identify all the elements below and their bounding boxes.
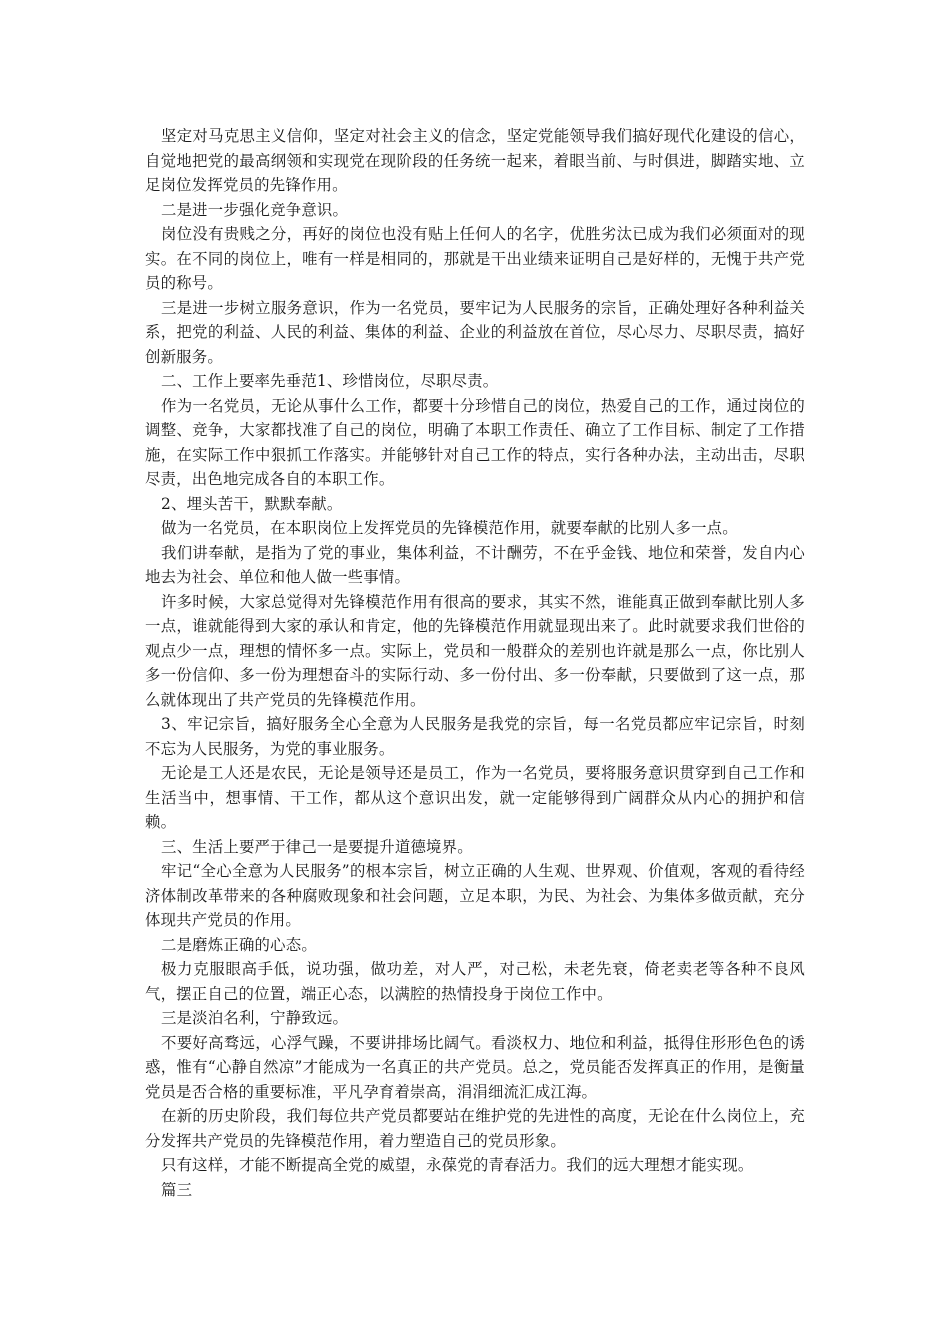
paragraph: 二是磨炼正确的心态。 xyxy=(161,935,317,954)
paragraph: 岗位没有贵贱之分，再好的岗位也没有贴上任何人的名字，优胜劣汰已成为我们必须面对的现实。在不同的岗位上，唯有一样是相同的，那就是干出业绩来证明自己是好样的，无愧于共产党员的称号。 xyxy=(145,225,805,292)
paragraph: 作为一名党员，无论从事什么工作，都要十分珍惜自己的岗位，热爱自己的工作，通过岗位的调整、竞争，大家都找准了自己的岗位，明确了本职工作责任、确立了工作目标、制定了工作措施，在实际工作中狠抓工作落实。并能够针对自己工作的特点，实行各种办法，主动出击，尽职尽责，出色地完成各自的本职工作。 xyxy=(145,396,805,488)
section-heading: 篇三 xyxy=(161,1180,193,1199)
paragraph: 三是进一步树立服务意识，作为一名党员，要牢记为人民服务的宗旨，正确处理好各种利益关系，把党的利益、人民的利益、集体的利益、企业的利益放在首位，尽心尽力、尽职尽责，搞好创新服务。 xyxy=(145,298,805,366)
paragraph: 牢记“全心全意为人民服务”的根本宗旨，树立正确的人生观、世界观、价值观，客观的看待经济体制改革带来的各种腐败现象和社会问题，立足本职，为民、为社会、为集体多做贡献，充分体现共产党员的作用。 xyxy=(145,862,805,929)
paragraph: 二是进一步强化竞争意识。 xyxy=(161,200,349,219)
paragraph: 在新的历史阶段，我们每位共产党员都要站在维护党的先进性的高度，无论在什么岗位上，充分发挥共产党员的先锋模范作用，着力塑造自己的党员形象。 xyxy=(145,1107,805,1150)
paragraph: 2、埋头苦干，默默奉献。 xyxy=(161,494,343,513)
paragraph: 三是淡泊名利，宁静致远。 xyxy=(161,1009,349,1027)
paragraph: 二、工作上要率先垂范1、珍惜岗位，尽职尽责。 xyxy=(161,372,499,390)
paragraph: 坚定对马克思主义信仰，坚定对社会主义的信念，坚定党能领导我们搞好现代化建设的信心，自觉地把党的最高纲领和实现党在现阶段的任务统一起来，着眼当前、与时俱进，脚踏实地、立足岗位发挥党员的先锋作用。 xyxy=(145,127,805,194)
paragraph: 不要好高骛远，心浮气躁，不要讲排场比阔气。看淡权力、地位和利益，抵得住形形色色的诱惑，惟有“心静自然凉”才能成为一名真正的共产党员。总之，党员能否发挥真正的作用，是衡量党员是否合格的重要标准，平凡孕育着崇高，涓涓细流汇成江海。 xyxy=(145,1033,805,1101)
paragraph: 无论是工人还是农民，无论是领导还是员工，作为一名党员，要将服务意识贯穿到自己工作和生活当中，想事情、干工作，都从这个意识出发，就一定能够得到广阔群众从内心的拥护和信赖。 xyxy=(145,764,805,831)
paragraph: 3、牢记宗旨，搞好服务全心全意为人民服务是我党的宗旨，每一名党员都应牢记宗旨，时刻不忘为人民服务，为党的事业服务。 xyxy=(145,715,805,758)
paragraph: 做为一名党员，在本职岗位上发挥党员的先锋模范作用，就要奉献的比别人多一点。 xyxy=(161,519,738,537)
document-body xyxy=(145,124,805,1202)
paragraph: 极力克服眼高手低，说功强，做功差，对人严，对己松，未老先衰，倚老卖老等各种不良风气，摆正自己的位置，端正心态，以满腔的热情投身于岗位工作中。 xyxy=(145,960,805,1003)
paragraph: 许多时候，大家总觉得对先锋模范作用有很高的要求，其实不然，谁能真正做到奉献比别人多一点，谁就能得到大家的承认和肯定，他的先锋模范作用就显现出来了。此时就要求我们世俗的观点少一点，理想的情怀多一点。实际上，党员和一般群众的差别也许就是那么一点，你比别人多一份信仰、多一份为理想奋斗的实际行动、多一份付出、多一份奉献，只要做到了这一点，那么就体现出了共产党员的先锋模范作用。 xyxy=(145,592,805,709)
paragraph: 三、生活上要严于律己一是要提升道德境界。 xyxy=(161,837,473,856)
paragraph: 只有这样，才能不断提高全党的威望，永葆党的青春活力。我们的远大理想才能实现。 xyxy=(161,1156,754,1174)
paragraph: 我们讲奉献，是指为了党的事业，集体利益，不计酬劳，不在乎金钱、地位和荣誉，发自内心地去为社会、单位和他人做一些事情。 xyxy=(145,543,805,586)
